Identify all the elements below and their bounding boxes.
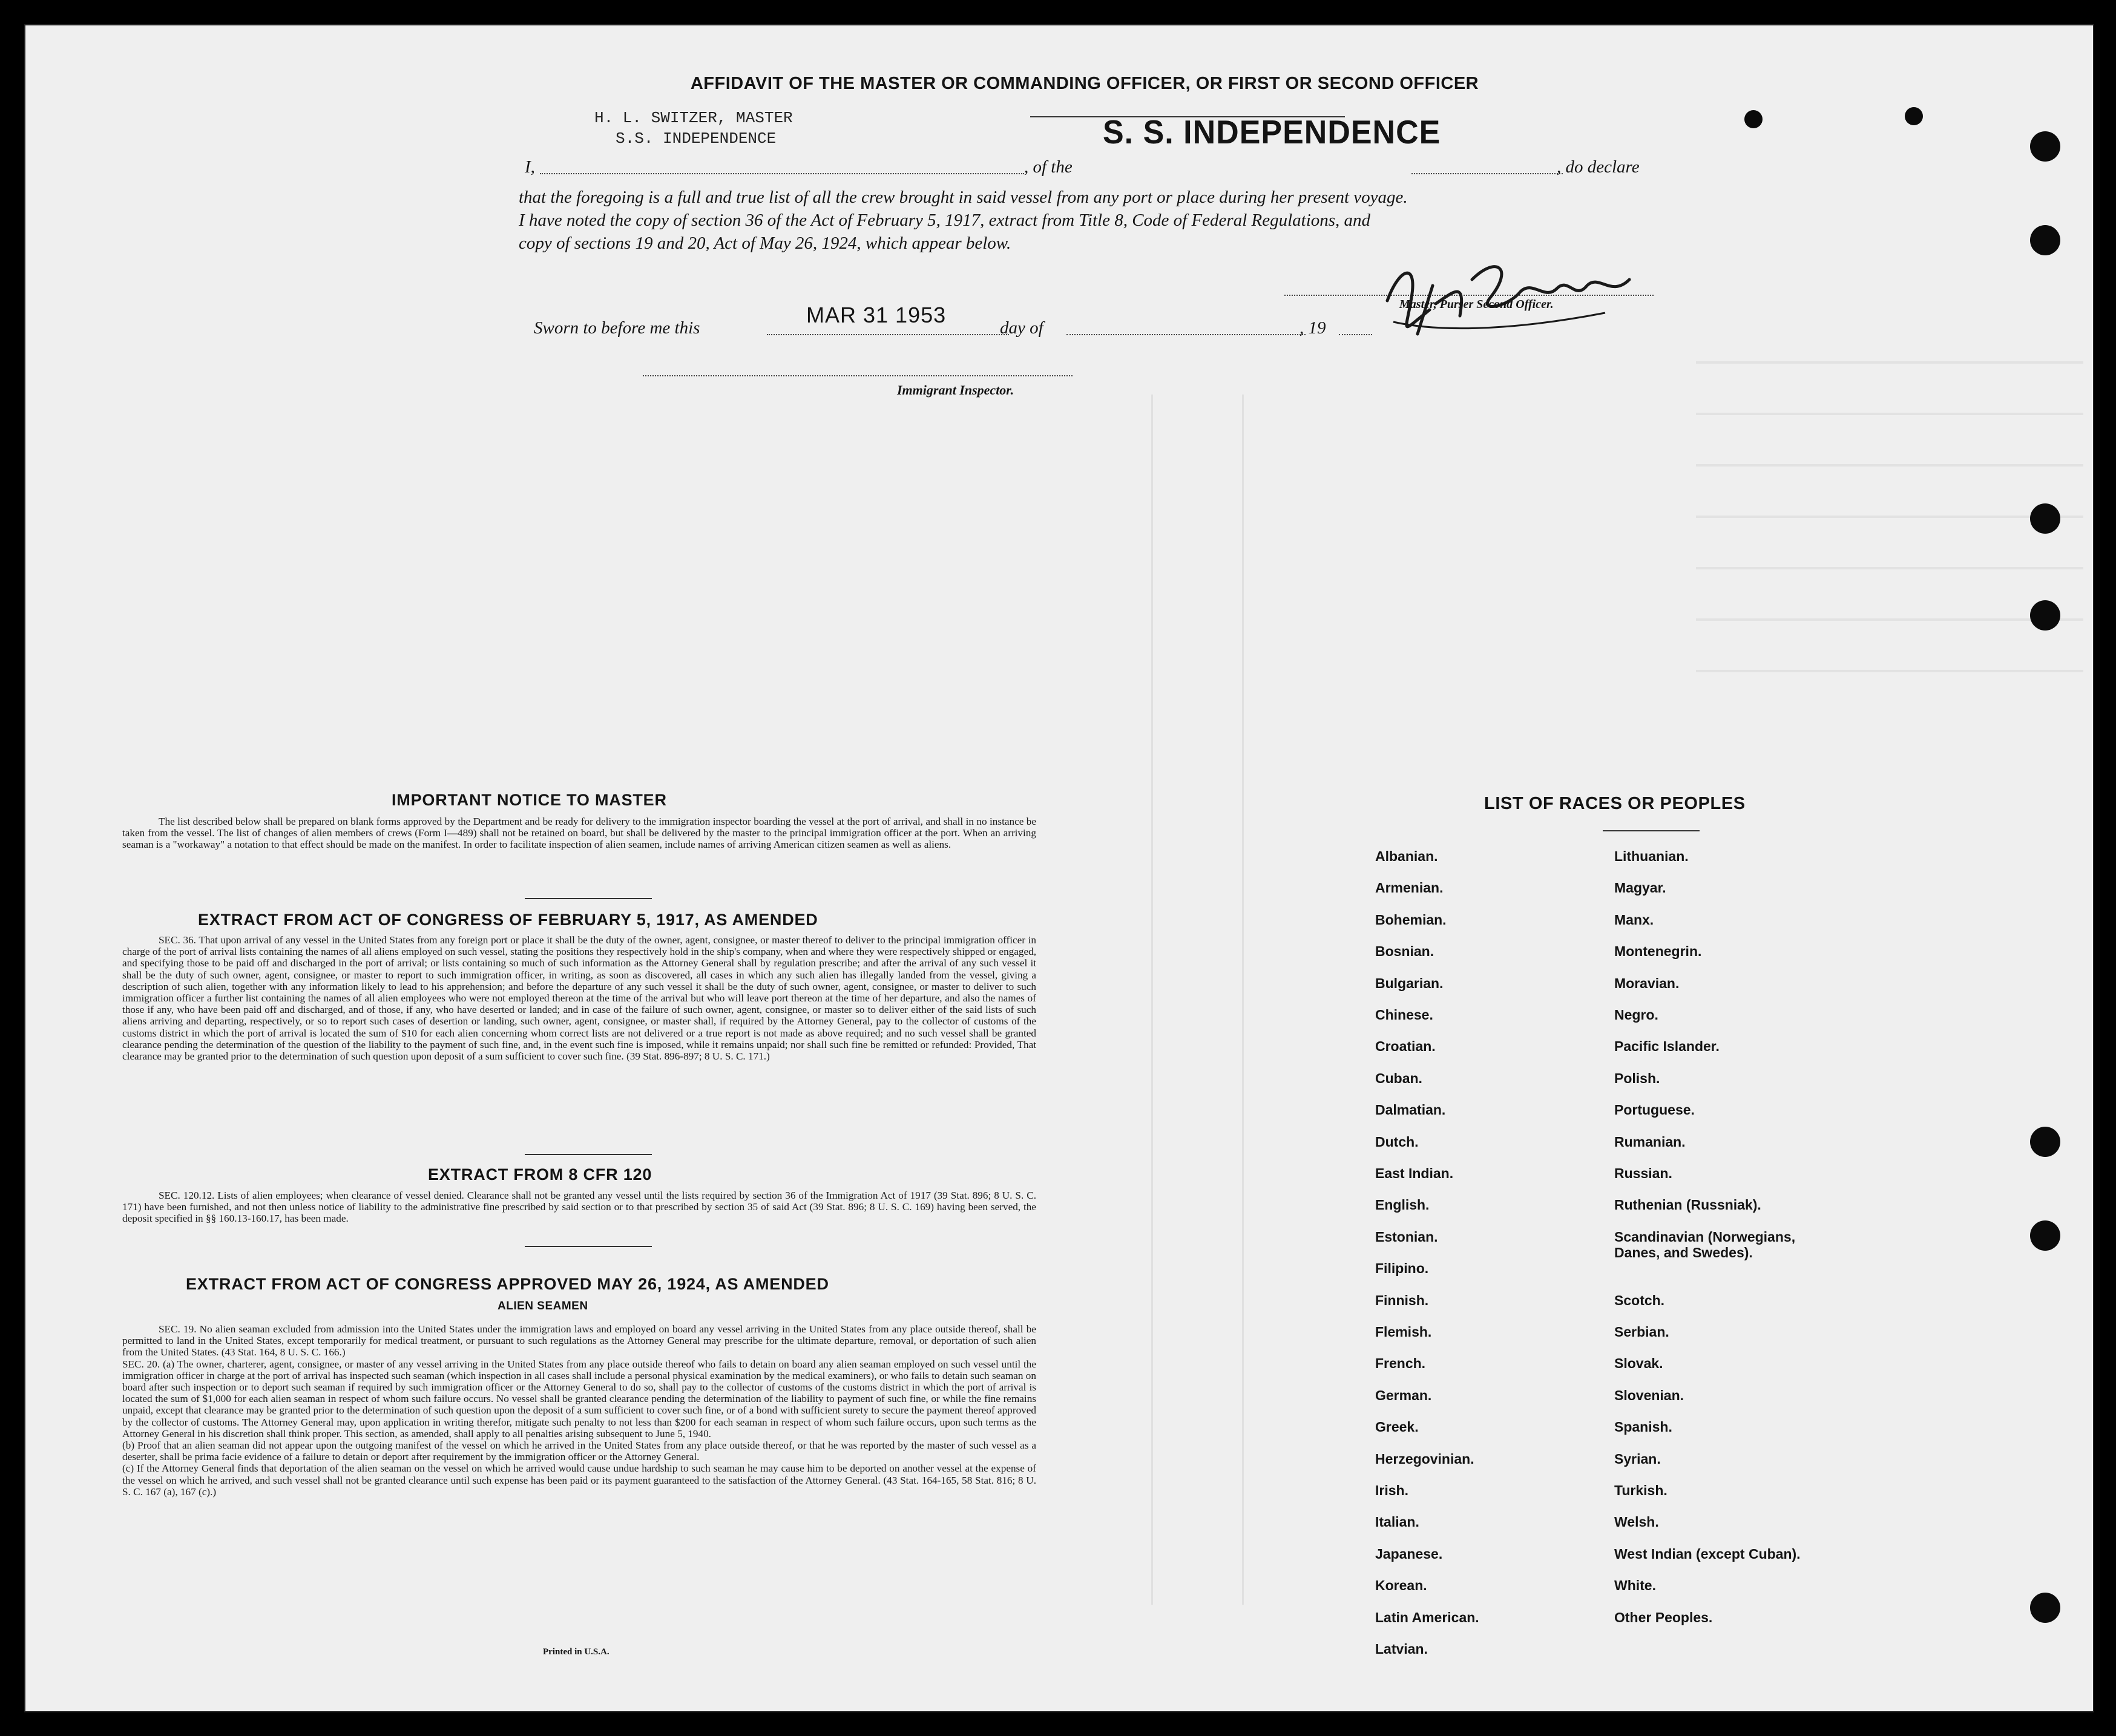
races-title: LIST OF RACES OR PEOPLES — [1484, 794, 1746, 813]
vessel-name: S. S. INDEPENDENCE — [1103, 114, 1441, 151]
sworn-date-stamp: MAR 31 1953 — [806, 303, 947, 327]
race-left-item: English. — [1375, 1197, 1430, 1213]
race-right-item: Slovenian. — [1614, 1387, 1684, 1403]
day-of-label: day of — [1000, 318, 1043, 338]
race-right-item: White. — [1614, 1577, 1656, 1594]
race-left-item: Flemish. — [1375, 1324, 1432, 1340]
bleed-through-line — [1696, 567, 2083, 569]
section-divider — [525, 1154, 652, 1155]
race-right-item: Turkish. — [1614, 1482, 1668, 1498]
race-left-item: Dalmatian. — [1375, 1102, 1446, 1118]
typed-ship-name: S.S. INDEPENDENCE — [616, 129, 777, 148]
binder-hole — [2030, 600, 2060, 631]
declarant-label: I, — [525, 157, 535, 177]
extract-1917-title: EXTRACT FROM ACT OF CONGRESS OF FEBRUARY 5, 1917, AS AMENDED — [198, 911, 818, 929]
race-left-item: Chinese. — [1375, 1007, 1433, 1023]
race-right-item: West Indian (except Cuban). — [1614, 1545, 1801, 1562]
printed-in-usa: Printed in U.S.A. — [543, 1647, 610, 1657]
extract-cfr-title: EXTRACT FROM 8 CFR 120 — [428, 1165, 652, 1184]
race-right-item: Scotch. — [1614, 1292, 1665, 1308]
race-left-item: Cuban. — [1375, 1070, 1422, 1086]
race-left-item: Armenian. — [1375, 880, 1444, 896]
race-left-item: Bulgarian. — [1375, 975, 1444, 991]
bleed-through-line — [1696, 618, 2083, 621]
race-right-item: Polish. — [1614, 1070, 1660, 1086]
race-right-item: Moravian. — [1614, 975, 1680, 991]
race-left-item: Irish. — [1375, 1482, 1408, 1498]
race-right-item: Serbian. — [1614, 1324, 1669, 1340]
race-right-item: Pacific Islander. — [1614, 1038, 1720, 1055]
race-right-item: Rumanian. — [1614, 1133, 1686, 1150]
race-right-item: Slovak. — [1614, 1355, 1663, 1372]
section-divider — [525, 898, 652, 899]
race-right-item: Magyar. — [1614, 880, 1666, 896]
extract-1917-body: SEC. 36. That upon arrival of any vessel in the United States from any foreign port or place it shall be the duty of the owner, agent, consignee, or master thereof to deliver to the principal immigration officer in charge of the port of arrival lists containing the names of all aliens employed on such vessel, stating the positions they respectively hold in the ship's company, when and where they were respectively shipped or engaged, and specifying those to be paid off and discharged in the port of arrival; or lists containing so much of such information as the Attorney General shall by regulation prescribe; and after the arrival of any such vessel it shall be the duty of such owner, agent, consignee, or master to report to such immigration officer, in writing, as soon as discovered, all cases in which any such alien has illegally landed from the vessel, giving a description of such alien, together with any information likely to lead to his apprehension; and before the departure of any such vessel it shall be the duty of such owner, agent, consignee, or master to deliver to such immigration officer a further list containing the names of all alien employees who were not employed thereon at the time of the arrival but who will leave port thereon at the time of her departure, and also the names of those if any, who have been paid off and discharged, and of those, if any, who have deserted or landed; and in case of the failure of such owner, agent, consignee, or master so to deliver either of the said lists of such aliens arriving and departing, respectively, or so to report such cases of desertion or landing, such owner, agent, consignee, or master shall, if required by the Attorney General, pay to the collector of customs of the customs district in which the port of arrival is located the sum of $10 for each alien concerning whom correct lists are not delivered or a true report is not made as above required; and no such vessel shall be granted clearance pending the determination of the question of the liability to the payment of such fine, and, in the event such fine is imposed, while it remains unpaid; nor shall such fine be remitted or refunded: Provided, That clearance may be granted prior to the determination of such question upon deposit of a sum sufficient to cover such fine. (39 Stat. 896-897; 8 U. S. C. 171.) — [122, 934, 1036, 1063]
race-left-item: Dutch. — [1375, 1133, 1419, 1150]
inspector-signature-line — [643, 375, 1073, 376]
race-left-item: Herzegovinian. — [1375, 1450, 1474, 1467]
declaration-line-2: I have noted the copy of section 36 of the Act of February 5, 1917, extract from Title 8, Code of Federal Regulations, and — [519, 211, 1371, 230]
race-left-item: German. — [1375, 1387, 1432, 1403]
race-left-item: Japanese. — [1375, 1545, 1443, 1562]
race-left-item: Bosnian. — [1375, 943, 1434, 960]
races-divider — [1603, 830, 1700, 831]
binder-hole — [2030, 503, 2060, 534]
of-the-label: , of the — [1024, 157, 1073, 177]
race-right-item: Syrian. — [1614, 1450, 1661, 1467]
race-left-item: Finnish. — [1375, 1292, 1429, 1308]
notice-body: The list described below shall be prepared on blank forms approved by the Department and be ready for delivery to the immigration inspector boarding the vessel at the port of arrival, and shall in no instance be taken from the vessel. The list of changes of alien members of crews (Form I—489) shall not be retained on board, but shall be delivered by the master to the principal immigration officer at the port. When an arriving seaman is a "workaway" a notation to that effect should be made on the manifest. In order to facilitate inspection of alien seamen, include names of arriving American citizen seamen as well as aliens. — [122, 816, 1036, 851]
inspector-caption: Immigrant Inspector. — [897, 382, 1014, 398]
binder-hole — [2030, 131, 2060, 162]
bleed-through-line — [1242, 395, 1244, 1605]
declaration-line-3: copy of sections 19 and 20, Act of May 26, 1924, which appear below. — [519, 234, 1011, 253]
document-sheet — [24, 24, 2094, 1712]
race-left-item: Latin American. — [1375, 1609, 1479, 1625]
race-right-item: Welsh. — [1614, 1514, 1659, 1530]
punch-dot — [1744, 110, 1763, 128]
bleed-through-line — [1696, 361, 2083, 364]
race-left-item: Croatian. — [1375, 1038, 1436, 1055]
declarant-blank — [540, 173, 1024, 174]
do-declare-label: , do declare — [1557, 157, 1640, 177]
affidavit-title: AFFIDAVIT OF THE MASTER OR COMMANDING OFFICER, OR FIRST OR SECOND OFFICER — [690, 74, 1479, 93]
bleed-through-line — [1696, 464, 2083, 467]
race-right-item: Spanish. — [1614, 1419, 1672, 1435]
race-left-item: East Indian. — [1375, 1165, 1454, 1181]
race-left-item: French. — [1375, 1355, 1426, 1372]
section-divider — [525, 1246, 652, 1247]
year-blank — [1339, 334, 1372, 335]
extract-1924-body: SEC. 19. No alien seaman excluded from admission into the United States under the immigration laws and employed on board any vessel arriving in the United States from any place outside thereof, shall be permitted to land in the United States, except temporarily for medical treatment, or pursuant to such regulations as the Attorney General may prescribe for the ultimate departure, removal, or deportation of such alien from the United States. (43 Stat. 164, 8 U. S. C. 166.) SEC. 20. (a) The owner, charterer, agent, consignee, or master of any vessel arriving in the United States from any place outside thereof who fails to detain on board any alien seaman employed on such vessel until the immigration officer in charge at the port of arrival has inspected such seaman (which inspection in all cases shall include a personal physical examination by the medical examiners), or who fails to detain such seaman on board after such inspection or to deport such seaman if required by such immigration officer or the Attorney General to do so, shall pay to the collector of customs of the customs district in which the port of arrival is located the sum of $1,000 for each alien seaman in respect of whom such failure occurs. No vessel shall be granted clearance pending the determination of the liability to payment of such fine, or while the fine remains unpaid, except that clearance may be granted prior to the determination of such question upon the deposit of a sum sufficient to cover such fine, or of a bond with sufficient surety to secure the payment thereof approved by the collector of customs. The Attorney General may, upon application in writing therefor, mitigate such penalty to not less than $200 for each seaman in respect of whom such failure occurs, upon such terms as the Attorney General in his discretion shall think proper. This section, as amended, shall apply to all penalties arising subsequent to June 5, 1940. (b) Proof that an alien seaman did not appear upon the outgoing manifest of the vessel on which he arrived in the United States from any place outside thereof, or that he was reported by the master of such vessel as a deserter, shall be prima facie evidence of a failure to detain or deport after requirement by the immigration officer or the Attorney General. (c) If the Attorney General finds that deportation of the alien seaman on the vessel on which he arrived would cause undue hardship to such seaman he may cause him to be deported on another vessel at the expense of the vessel on which he arrived, and such vessel shall not be granted clearance until such expense has been paid or its payment guaranteed to the satisfaction of the Attorney General. (43 Stat. 164-165, 58 Stat. 816; 8 U. S. C. 167 (a), 167 (c).) — [122, 1323, 1036, 1498]
race-right-item: Russian. — [1614, 1165, 1672, 1181]
race-left-item: Estonian. — [1375, 1228, 1438, 1245]
race-left-item: Latvian. — [1375, 1641, 1428, 1657]
extract-cfr-body: SEC. 120.12. Lists of alien employees; when clearance of vessel denied. Clearance shall not be granted any vessel until the lists required by section 36 of the Immigration Act of 1917 (39 Stat. 896; 8 U. S. C. 171) have been furnished, and not then unless notice of liability to the administrative fine prescribed by said section or to that prescribed by section 35 of said Act (39 Stat. 896; 8 U. S. C. 169) having been served, the deposit specified in §§ 160.13-160.17, has been made. — [122, 1190, 1036, 1225]
typed-master-name: H. L. SWITZER, MASTER — [594, 109, 793, 127]
race-left-item: Italian. — [1375, 1514, 1419, 1530]
extract-1924-title: EXTRACT FROM ACT OF CONGRESS APPROVED MAY 26, 1924, AS AMENDED — [186, 1275, 829, 1293]
binder-hole — [2030, 1127, 2060, 1157]
punch-dot — [1905, 107, 1923, 125]
race-right-item: Other Peoples. — [1614, 1609, 1713, 1625]
sworn-label: Sworn to before me this — [534, 318, 700, 338]
race-right-item: Ruthenian (Russniak). — [1614, 1197, 1761, 1213]
master-signature — [1375, 243, 1641, 340]
day-of-blank — [1066, 334, 1306, 335]
binder-hole — [2030, 225, 2060, 255]
binder-hole — [2030, 1593, 2060, 1623]
sworn-date-blank — [767, 334, 1009, 335]
race-right-item: Scandinavian (Norwegians, Danes, and Swedes). — [1614, 1228, 1796, 1260]
race-left-item: Albanian. — [1375, 848, 1438, 864]
bleed-through-line — [1696, 516, 2083, 518]
race-right-item: Negro. — [1614, 1007, 1658, 1023]
race-right-item: Lithuanian. — [1614, 848, 1689, 864]
vessel-blank — [1411, 173, 1563, 174]
binder-hole — [2030, 1220, 2060, 1251]
declaration-line-1: that the foregoing is a full and true list of all the crew brought in said vessel from any port or place during her present voyage. — [519, 188, 1408, 207]
race-left-item: Filipino. — [1375, 1260, 1429, 1277]
notice-title: IMPORTANT NOTICE TO MASTER — [392, 791, 667, 809]
alien-seamen-subtitle: ALIEN SEAMEN — [498, 1300, 588, 1312]
race-left-item: Bohemian. — [1375, 911, 1447, 928]
race-right-item: Portuguese. — [1614, 1102, 1695, 1118]
bleed-through-line — [1151, 395, 1153, 1605]
race-right-item: Manx. — [1614, 911, 1654, 928]
bleed-through-line — [1696, 670, 2083, 672]
race-left-item: Korean. — [1375, 1577, 1427, 1594]
race-right-item: Montenegrin. — [1614, 943, 1702, 960]
bleed-through-line — [1696, 413, 2083, 415]
signer-caption: Master, Purser Second Officer. — [1399, 298, 1554, 311]
year-label: , 19 — [1300, 318, 1326, 338]
race-left-item: Greek. — [1375, 1419, 1419, 1435]
